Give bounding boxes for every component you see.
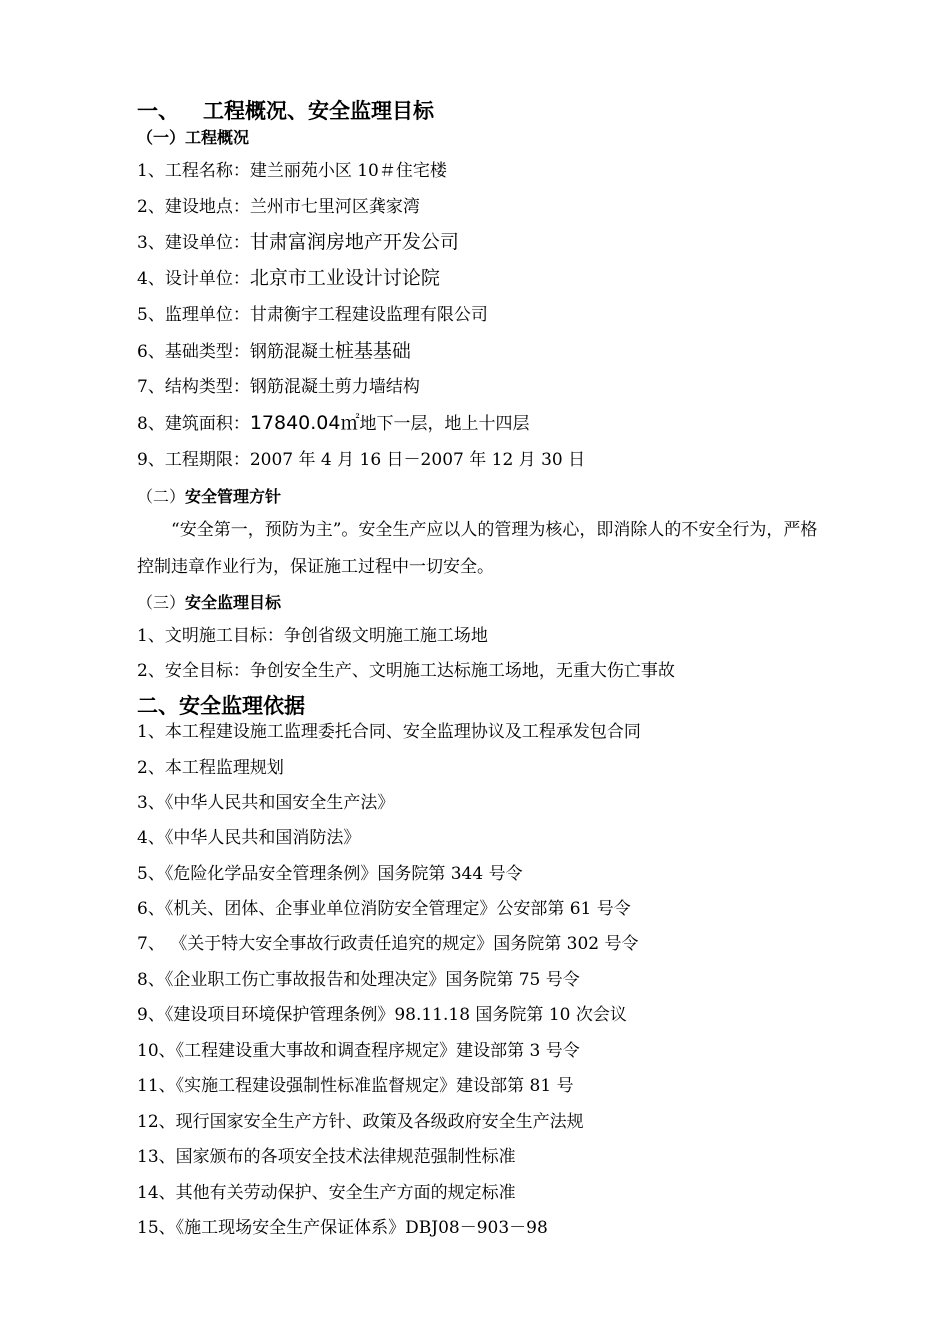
project-info-item: 2、建设地点：兰州市七里河区龚家湾 xyxy=(137,197,420,217)
goal-item: 2、安全目标：争创安全生产、文明施工达标施工场地，无重大伤亡事故 xyxy=(137,661,675,681)
basis-item: 11、《实施工程建设强制性标准监督规定》建设部第 81 号 xyxy=(137,1076,574,1096)
basis-item: 5、《危险化学品安全管理条例》国务院第 344 号令 xyxy=(137,864,523,884)
sub1-heading: （一）工程概况 xyxy=(137,128,250,147)
sub2-body: “安全第一，预防为主”。安全生产应以人的管理为核心，即消除人的不安全行为，严格控制违章作业行为，保证施工过程中一切安全。 xyxy=(137,520,818,577)
section1-heading xyxy=(137,100,434,122)
basis-item: 3、《中华人民共和国安全生产法》 xyxy=(137,793,395,813)
basis-item: 13、国家颁布的各项安全技术法律规范强制性标准 xyxy=(137,1147,516,1167)
basis-item: 4、《中华人民共和国消防法》 xyxy=(137,828,361,848)
project-info-item: 7、结构类型：钢筋混凝土剪力墙结构 xyxy=(137,377,420,397)
basis-item: 12、现行国家安全生产方针、政策及各级政府安全生产法规 xyxy=(137,1112,584,1132)
project-info-item: 1、工程名称：建兰丽苑小区 10＃住宅楼 xyxy=(137,161,447,181)
section1-number: 一、 xyxy=(137,99,179,123)
basis-item: 9、《建设项目环境保护管理条例》98.11.18 国务院第 10 次会议 xyxy=(137,1005,627,1025)
sub3-heading: （三）安全监理目标 xyxy=(137,593,282,612)
project-info-item: 9、工程期限：2007 年 4 月 16 日－2007 年 12 月 30 日 xyxy=(137,450,586,470)
project-info-item: 5、监理单位：甘肃衡宇工程建设监理有限公司 xyxy=(137,305,488,325)
basis-item: 14、其他有关劳动保护、安全生产方面的规定标准 xyxy=(137,1183,516,1203)
project-info-item: 3、建设单位：甘肃富润房地产开发公司 xyxy=(137,231,459,253)
project-info-item: 4、设计单位：北京市工业设计讨论院 xyxy=(137,267,440,289)
section2-heading: 二、安全监理依据 xyxy=(137,694,305,718)
goal-item: 1、文明施工目标：争创省级文明施工施工场地 xyxy=(137,626,488,646)
basis-item: 1、本工程建设施工监理委托合同、安全监理协议及工程承发包合同 xyxy=(137,722,641,742)
basis-item: 8、《企业职工伤亡事故报告和处理决定》国务院第 75 号令 xyxy=(137,970,580,990)
basis-item: 6、《机关、团体、企事业单位消防安全管理定》公安部第 61 号令 xyxy=(137,899,631,919)
basis-item: 7、 《关于特大安全事故行政责任追究的规定》国务院第 302 号令 xyxy=(137,934,639,954)
basis-item: 10、《工程建设重大事故和调查程序规定》建设部第 3 号令 xyxy=(137,1041,580,1061)
basis-item: 15、《施工现场安全生产保证体系》DBJ08－903－98 xyxy=(137,1218,548,1238)
project-info-item: 6、基础类型：钢筋混凝土桩基基础 xyxy=(137,340,411,362)
section1-title: 工程概况、安全监理目标 xyxy=(203,99,434,123)
basis-item: 2、本工程监理规划 xyxy=(137,758,284,778)
sub2-heading: （二）安全管理方针 xyxy=(137,487,282,506)
project-info-item: 8、建筑面积：17840.04㎡地下一层，地上十四层 xyxy=(137,412,530,434)
